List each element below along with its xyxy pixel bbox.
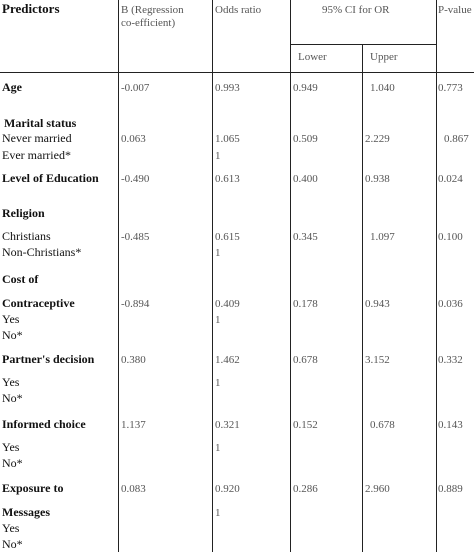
cell-or: 0.993 <box>215 82 240 94</box>
header-lower: Lower <box>298 51 327 63</box>
row-label-cost-cont: Contraceptive <box>2 296 75 310</box>
row-label-cost: Cost of <box>2 272 39 286</box>
cell-b: -0.894 <box>121 298 150 310</box>
cell-p: 0.773 <box>438 82 463 94</box>
row-label-education: Level of Education <box>2 171 99 185</box>
row-label-marital: Marital status <box>4 116 77 130</box>
row-sublabel: Non-Christians* <box>2 245 82 259</box>
cell-lower: 0.678 <box>293 354 318 366</box>
cell-lower: 0.178 <box>293 298 318 310</box>
cell-upper: 3.152 <box>365 354 390 366</box>
row-sublabel: Yes <box>2 521 20 535</box>
cell-lower: 0.509 <box>293 133 318 145</box>
cell-upper: 0.943 <box>365 298 390 310</box>
cell-upper: 1.040 <box>370 82 395 94</box>
cell-p: 0.332 <box>438 354 463 366</box>
cell-or: 0.409 <box>215 298 240 310</box>
column-divider <box>212 0 213 552</box>
cell-upper: 0.938 <box>365 173 390 185</box>
row-sublabel: No* <box>2 456 23 470</box>
header-odds-ratio: Odds ratio <box>215 4 262 16</box>
cell-p: 0.100 <box>438 231 463 243</box>
cell-p: 0.867 <box>444 133 469 145</box>
cell-b: 1.137 <box>121 419 146 431</box>
header-pvalue: P-value <box>438 4 472 16</box>
header-ci: 95% CI for OR <box>322 4 390 16</box>
cell-ref: 1 <box>215 247 221 259</box>
row-sublabel: No* <box>2 537 23 551</box>
cell-lower: 0.400 <box>293 173 318 185</box>
row-sublabel: Yes <box>2 375 20 389</box>
cell-or: 0.920 <box>215 483 240 495</box>
row-sublabel: Yes <box>2 312 20 326</box>
column-divider <box>436 0 437 552</box>
cell-p: 0.024 <box>438 173 463 185</box>
cell-ref: 1 <box>215 442 221 454</box>
header-upper: Upper <box>370 51 398 63</box>
cell-b: -0.007 <box>121 82 150 94</box>
cell-lower: 0.345 <box>293 231 318 243</box>
cell-or: 0.321 <box>215 419 240 431</box>
cell-upper: 0.678 <box>370 419 395 431</box>
cell-b: -0.485 <box>121 231 150 243</box>
row-sublabel: Never married <box>2 131 72 145</box>
cell-lower: 0.152 <box>293 419 318 431</box>
cell-lower: 0.949 <box>293 82 318 94</box>
cell-or: 0.613 <box>215 173 240 185</box>
header-predictors: Predictors <box>2 1 60 16</box>
row-label-informed: Informed choice <box>2 417 86 431</box>
row-sublabel: No* <box>2 328 23 342</box>
column-divider <box>362 44 363 552</box>
row-sublabel: Ever married* <box>2 148 71 162</box>
cell-or: 1.065 <box>215 133 240 145</box>
header-b-line1: B (Regression <box>121 4 184 16</box>
row-label-exposure-cont: Messages <box>2 505 50 519</box>
cell-upper: 2.960 <box>365 483 390 495</box>
ci-subheader-rule <box>290 44 436 45</box>
column-divider <box>118 0 119 552</box>
cell-or: 0.615 <box>215 231 240 243</box>
cell-p: 0.889 <box>438 483 463 495</box>
cell-b: 0.083 <box>121 483 146 495</box>
header-bottom-rule <box>0 72 474 73</box>
row-sublabel: Yes <box>2 440 20 454</box>
row-label-exposure: Exposure to <box>2 481 64 495</box>
cell-or: 1.462 <box>215 354 240 366</box>
cell-ref: 1 <box>215 377 221 389</box>
cell-b: 0.380 <box>121 354 146 366</box>
cell-p: 0.143 <box>438 419 463 431</box>
cell-p: 0.036 <box>438 298 463 310</box>
row-sublabel: Christians <box>2 229 51 243</box>
column-divider <box>290 0 291 552</box>
row-label-partner: Partner's decision <box>2 352 95 366</box>
cell-b: 0.063 <box>121 133 146 145</box>
row-sublabel: No* <box>2 391 23 405</box>
cell-lower: 0.286 <box>293 483 318 495</box>
cell-ref: 1 <box>215 507 221 519</box>
header-b-line2: co-efficient) <box>121 17 176 29</box>
cell-upper: 2.229 <box>365 133 390 145</box>
cell-ref: 1 <box>215 150 221 162</box>
row-label-age: Age <box>2 80 22 94</box>
cell-ref: 1 <box>215 314 221 326</box>
cell-b: -0.490 <box>121 173 150 185</box>
cell-upper: 1.097 <box>370 231 395 243</box>
row-label-religion: Religion <box>2 206 45 220</box>
